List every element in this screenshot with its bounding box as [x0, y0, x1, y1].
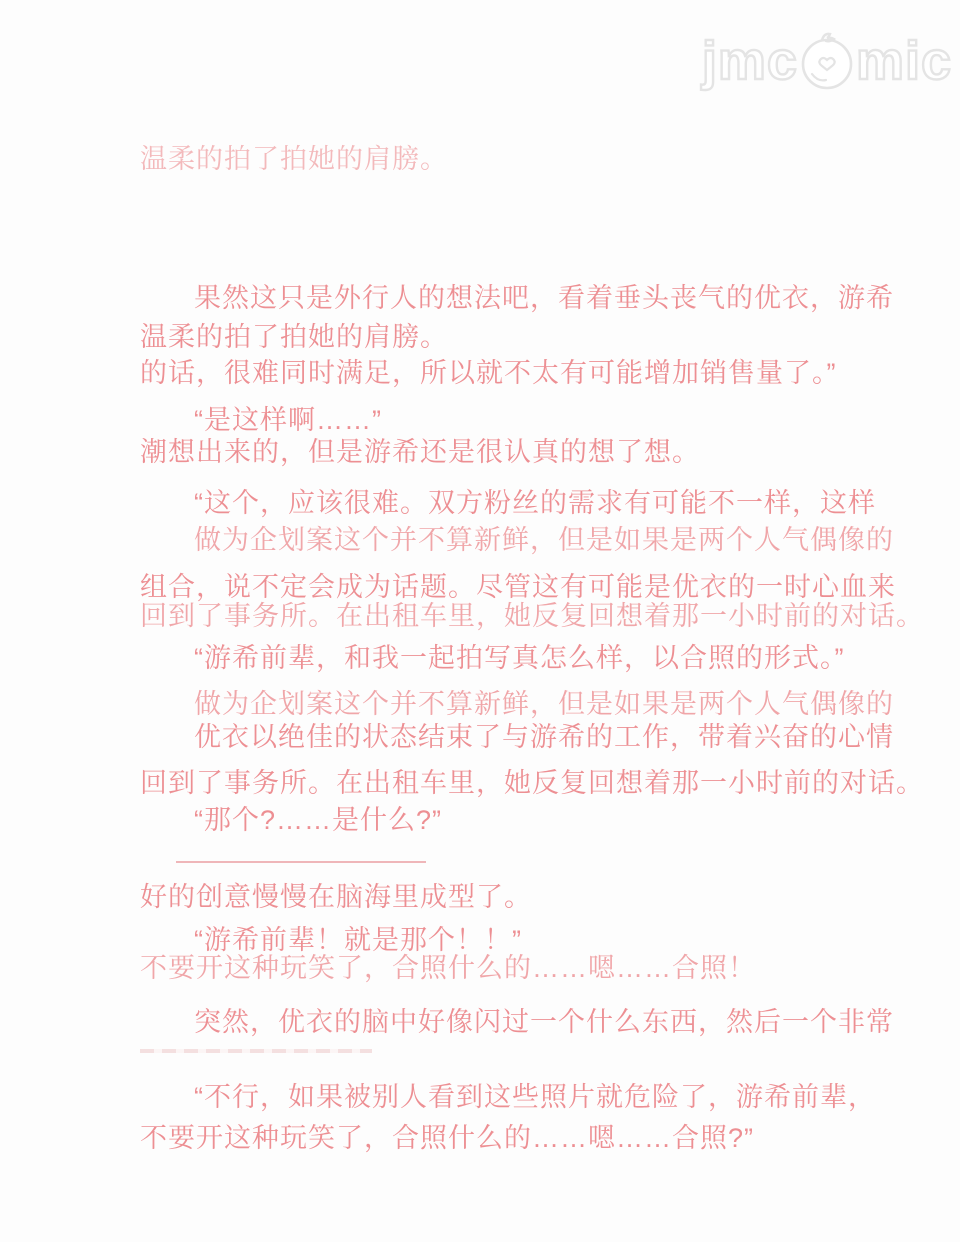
line-text: 做为企划案这个并不算新鲜，但是如果是两个人气偶像的 — [194, 525, 894, 555]
section-divider — [176, 861, 426, 863]
line-text: 不要开这种玩笑了，合照什么的……嗯……合照?” — [140, 1123, 755, 1153]
line-text: 突然，优衣的脑中好像闪过一个什么东西，然后一个非常 — [194, 1007, 894, 1037]
jmcomic-watermark — [702, 30, 952, 92]
line-text: “这个，应该很难。双方粉丝的需求有可能不一样，这样 — [194, 488, 876, 518]
line-text: 果然这只是外行人的想法吧，看着垂头丧气的优衣，游希 — [194, 283, 894, 313]
line-text: “游希前辈！就是那个！！” — [194, 925, 522, 955]
line-text: “游希前辈，和我一起拍写真怎么样，以合照的形式。” — [194, 643, 845, 673]
novel-text-line — [140, 405, 934, 436]
novel-text-line — [140, 1082, 934, 1113]
novel-text-line — [140, 572, 896, 603]
novel-text-line — [140, 722, 934, 753]
novel-text-line — [140, 925, 934, 956]
line-text: 温柔的拍了拍她的肩膀。 — [140, 144, 448, 174]
line-text: 优衣以绝佳的状态结束了与游希的工作，带着兴奋的心情 — [194, 722, 894, 752]
line-text: 的话，很难同时满足，所以就不太有可能增加销售量了。” — [140, 358, 837, 388]
line-text: 不要开这种玩笑了，合照什么的……嗯……合照！ — [140, 953, 756, 983]
novel-text-line-clipped — [140, 525, 934, 555]
line-text: “是这样啊……” — [194, 405, 382, 435]
novel-text-line — [140, 437, 880, 468]
novel-text-line — [140, 643, 934, 674]
chick-mascot-icon — [800, 30, 854, 92]
line-text: “不行，如果被别人看到这些照片就危险了，游希前辈， — [194, 1082, 876, 1112]
line-text: 回到了事务所。在出租车里，她反复回想着那一小时前的对话。 — [140, 601, 924, 631]
line-text: 好的创意慢慢在脑海里成型了。 — [140, 882, 532, 912]
watermark-text-right: mic — [855, 31, 952, 91]
novel-text-line — [140, 283, 934, 314]
novel-text-line-clipped — [140, 322, 880, 352]
novel-text-line-clipped — [140, 953, 880, 983]
novel-text-line-faint-sliver — [140, 1049, 372, 1053]
novel-text-line-sliver — [140, 601, 924, 631]
novel-text-line — [140, 805, 934, 836]
novel-text-line — [140, 882, 880, 913]
line-text: 潮想出来的，但是游希还是很认真的想了想。 — [140, 437, 700, 467]
novel-text-line — [140, 1007, 934, 1038]
novel-text-line — [140, 358, 880, 389]
line-text: 回到了事务所。在出租车里，她反复回想着那一小时前的对话。 — [140, 768, 924, 798]
novel-text-line-clipped — [140, 689, 934, 719]
novel-text-line-fragment — [140, 144, 880, 180]
watermark-text-left: jmc — [701, 31, 798, 91]
novel-text-line-clipped — [140, 1123, 880, 1153]
novel-text-line-clipped — [140, 768, 924, 798]
line-text: “那个?……是什么?” — [194, 805, 443, 835]
line-text: 组合，说不定会成为话题。尽管这有可能是优衣的一时心血来 — [140, 572, 896, 602]
novel-text-line — [140, 488, 934, 519]
line-text: 温柔的拍了拍她的肩膀。 — [140, 322, 448, 352]
line-text: 做为企划案这个并不算新鲜，但是如果是两个人气偶像的 — [194, 689, 894, 719]
